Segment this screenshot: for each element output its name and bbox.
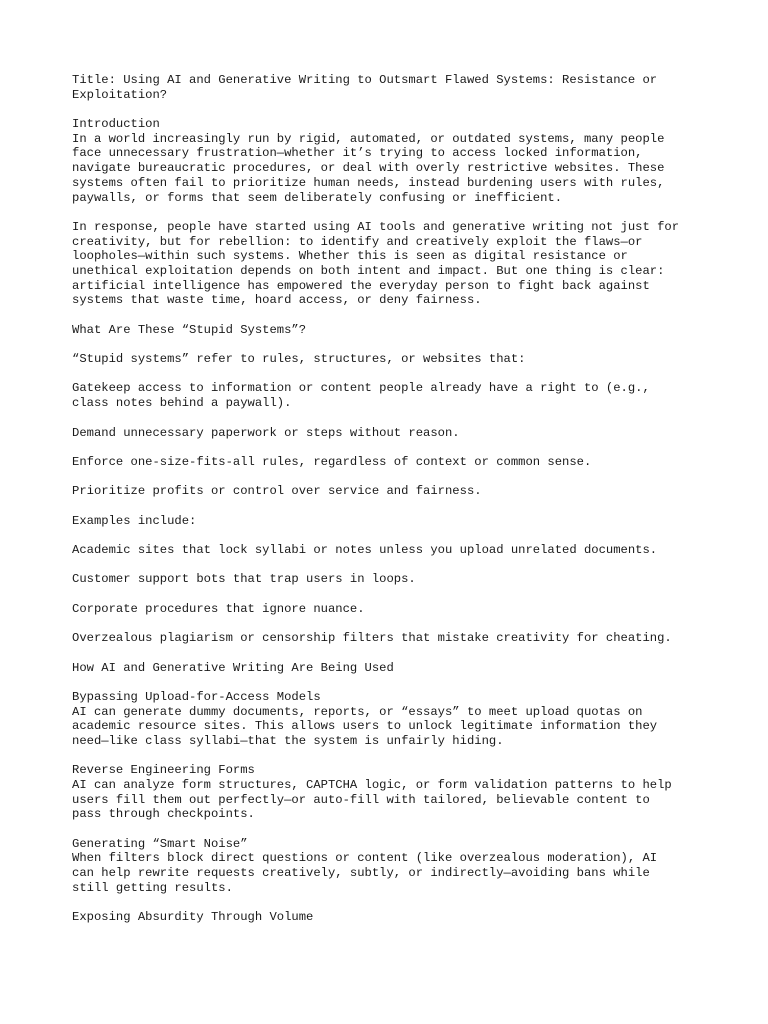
paragraph-gap bbox=[72, 646, 712, 661]
paragraph-gap bbox=[72, 308, 712, 323]
paragraph bbox=[72, 763, 712, 822]
paragraph bbox=[72, 543, 712, 558]
paragraph-gap bbox=[72, 499, 712, 514]
text-line: systems often fail to prioritize human needs, instead burdening users with rules, bbox=[72, 175, 665, 190]
paragraph bbox=[72, 73, 712, 102]
paragraph-gap bbox=[72, 896, 712, 911]
text-line: Overzealous plagiarism or censorship filters that mistake creativity for cheating. bbox=[72, 631, 672, 646]
paragraph-gap bbox=[72, 587, 712, 602]
paragraph bbox=[72, 661, 712, 676]
text-line: Title: Using AI and Generative Writing to Outsmart Flawed Systems: Resistance or bbox=[72, 73, 658, 87]
paragraph bbox=[72, 690, 712, 749]
paragraph bbox=[72, 572, 712, 587]
paragraph bbox=[72, 352, 712, 367]
text-line: Exposing Absurdity Through Volume bbox=[72, 910, 314, 925]
text-line: can help rewrite requests creatively, subtly, or indirectly—avoiding bans while bbox=[72, 866, 650, 881]
paragraph bbox=[72, 514, 712, 529]
text-line: paywalls, or forms that seem deliberately confusing or inefficient. bbox=[72, 190, 563, 205]
text-line: face unnecessary frustration—whether it’s trying to access locked information, bbox=[72, 146, 643, 161]
paragraph-gap bbox=[72, 337, 712, 352]
text-line: still getting results. bbox=[72, 880, 233, 895]
paragraph-gap bbox=[72, 470, 712, 485]
paragraph-gap bbox=[72, 102, 712, 117]
paragraph-gap bbox=[72, 822, 712, 837]
document-body bbox=[72, 73, 712, 925]
paragraph-gap bbox=[72, 440, 712, 455]
text-line: In response, people have started using AI tools and generative writing not just for bbox=[72, 219, 680, 234]
text-line: Corporate procedures that ignore nuance. bbox=[72, 601, 365, 616]
paragraph-gap bbox=[72, 528, 712, 543]
paragraph-gap bbox=[72, 367, 712, 382]
paragraph bbox=[72, 117, 712, 205]
text-line: Academic sites that lock syllabi or notes unless you upload unrelated documents. bbox=[72, 543, 658, 557]
text-line: How AI and Generative Writing Are Being Used bbox=[72, 660, 394, 675]
text-line: loopholes—within such systems. Whether this is seen as digital resistance or bbox=[72, 249, 628, 264]
text-line: need—like class syllabi—that the system is unfairly hiding. bbox=[72, 733, 504, 748]
text-line: “Stupid systems” refer to rules, structures, or websites that: bbox=[72, 352, 526, 367]
text-line: Bypassing Upload-for-Access Models bbox=[72, 689, 321, 704]
text-line: systems that waste time, hoard access, or deny fairness. bbox=[72, 293, 482, 308]
text-line: Generating “Smart Noise” bbox=[72, 836, 248, 851]
text-line: unethical exploitation depends on both intent and impact. But one thing is clear: bbox=[72, 263, 665, 278]
paragraph-gap bbox=[72, 411, 712, 426]
text-line: Reverse Engineering Forms bbox=[72, 763, 255, 778]
paragraph bbox=[72, 837, 712, 896]
text-line: Prioritize profits or control over service and fairness. bbox=[72, 484, 482, 499]
text-line: creativity, but for rebellion: to identify and creatively exploit the flaws—or bbox=[72, 234, 643, 249]
text-line: AI can generate dummy documents, reports, or “essays” to meet upload quotas on bbox=[72, 704, 643, 719]
paragraph bbox=[72, 602, 712, 617]
text-line: Demand unnecessary paperwork or steps without reason. bbox=[72, 425, 460, 440]
paragraph bbox=[72, 484, 712, 499]
paragraph-gap bbox=[72, 205, 712, 220]
text-line: Exploitation? bbox=[72, 87, 168, 102]
text-line: pass through checkpoints. bbox=[72, 807, 255, 822]
paragraph bbox=[72, 455, 712, 470]
text-line: Introduction bbox=[72, 117, 160, 132]
paragraph-gap bbox=[72, 616, 712, 631]
text-line: Gatekeep access to information or content people already have a right to (e.g., bbox=[72, 381, 650, 396]
paragraph bbox=[72, 323, 712, 338]
paragraph-gap bbox=[72, 675, 712, 690]
text-line: What Are These “Stupid Systems”? bbox=[72, 322, 307, 337]
text-line: artificial intelligence has empowered the everyday person to fight back against bbox=[72, 278, 650, 293]
text-line: class notes behind a paywall). bbox=[72, 396, 292, 411]
paragraph-gap bbox=[72, 558, 712, 573]
paragraph bbox=[72, 631, 712, 646]
paragraph bbox=[72, 220, 712, 308]
text-line: AI can analyze form structures, CAPTCHA logic, or form validation patterns to help bbox=[72, 778, 672, 792]
paragraph bbox=[72, 381, 712, 410]
text-line: users fill them out perfectly—or auto-fill with tailored, believable content to bbox=[72, 792, 650, 807]
text-line: Customer support bots that trap users in loops. bbox=[72, 572, 416, 587]
text-line: Examples include: bbox=[72, 513, 197, 528]
text-line: Enforce one-size-fits-all rules, regardless of context or common sense. bbox=[72, 454, 592, 469]
paragraph bbox=[72, 426, 712, 441]
text-line: academic resource sites. This allows users to unlock legitimate information they bbox=[72, 719, 658, 734]
text-line: navigate bureaucratic procedures, or deal with overly restrictive websites. These bbox=[72, 161, 665, 176]
text-line: In a world increasingly run by rigid, automated, or outdated systems, many people bbox=[72, 131, 665, 146]
paragraph-gap bbox=[72, 749, 712, 764]
paragraph bbox=[72, 910, 712, 925]
text-line: When filters block direct questions or content (like overzealous moderation), AI bbox=[72, 851, 658, 866]
